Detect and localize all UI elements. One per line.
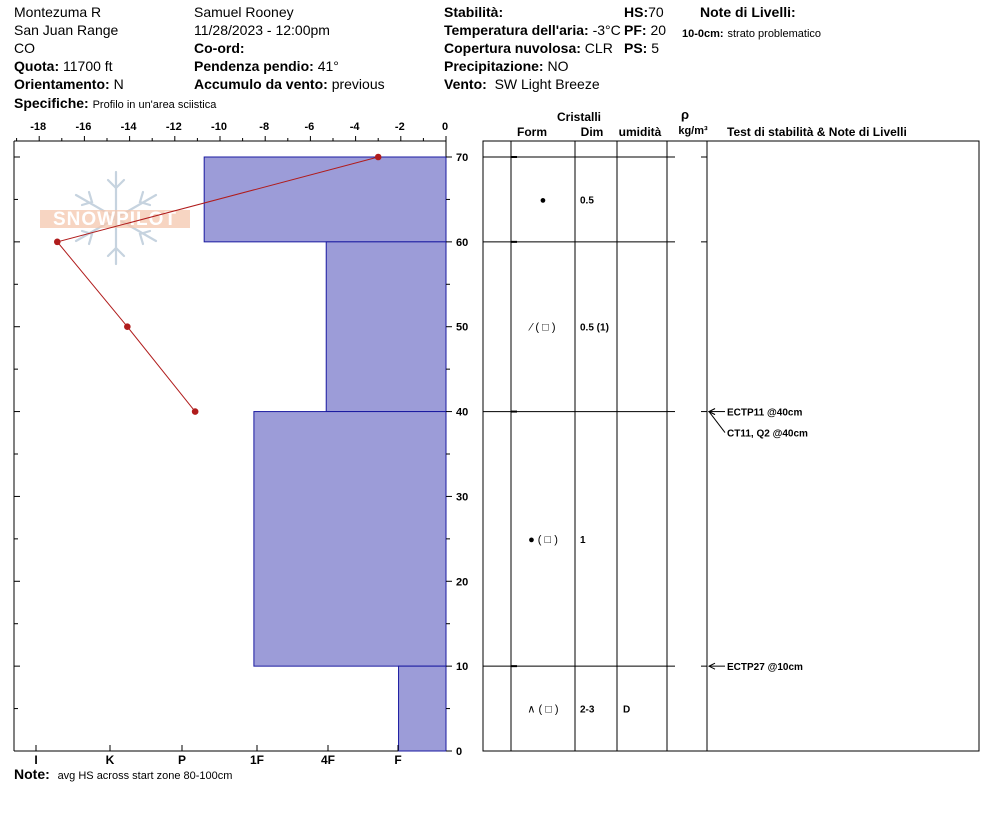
temp-tick-label: -4 [349,121,360,133]
stability-label: Stabilità: [444,4,504,20]
hs-value: 70 [648,4,664,20]
layer-grain-form: ⁄ ( □ ) [530,321,556,334]
layer-grain-size: 0.5 [580,195,594,207]
layer-grain-size: 1 [580,534,586,546]
observation-datetime: 11/28/2023 - 12:00pm [194,22,330,38]
height-tick-label: 70 [456,152,469,164]
temp-tick-label: 0 [441,121,449,133]
rho-header: ρ [680,107,690,122]
hardness-tick-label: 1F [249,753,265,767]
pf-value: 20 [650,22,667,38]
coord-label: Co-ord: [194,40,245,56]
height-tick-label: 60 [456,236,469,249]
height-tick-label: 40 [456,406,469,419]
hardness-tick-label: F [394,753,402,767]
height-tick-label: 20 [456,576,469,589]
mountain-range: San Juan Range [14,22,119,38]
slope-value: 41° [317,58,339,74]
pf-label: PF: [624,22,647,38]
temperature-point [54,239,61,246]
aspect-label: Orientamento: [14,76,110,92]
layer-grain-size: 2-3 [580,704,595,716]
hs-label: HS: [624,4,649,20]
layer-grain-form: ● ( □ ) [528,533,558,546]
dim-header: Dim [580,125,604,139]
hardness-bar [204,157,446,242]
layer-grain-form: ∧ ( □ ) [527,703,559,716]
layer-grain-size: 0.5 (1) [580,322,609,334]
layer-note-text: strato problematico [727,28,822,40]
height-tick-label: 0 [456,746,463,758]
location-name: Montezuma R [14,4,102,20]
hardness-tick-label: P [177,753,187,767]
specifics-value: Profilo in un'area sciistica [92,99,217,111]
cloud-label: Copertura nuvolosa: [444,40,581,56]
hardness-bar [399,666,446,751]
precip-value: NO [547,58,569,74]
hardness-tick-label: I [34,753,38,767]
air-temp-value: -3°C [592,22,621,38]
temp-tick-label: -6 [304,121,315,133]
specifics-label: Specifiche: [14,95,89,111]
logo-text: SNOWPILOT [52,209,178,230]
temp-tick-label: -8 [259,121,270,133]
temperature-point [124,323,131,330]
ps-value: 5 [651,40,660,56]
humidity-header: umidità [618,125,662,139]
state: CO [14,40,35,56]
wind-label: Vento: [444,76,487,92]
form-header: Form [517,125,547,139]
wind-loading-value: previous [331,76,385,92]
stability-test-label: ECTP27 @10cm [727,662,803,674]
precip-label: Precipitazione: [444,58,544,74]
slope-label: Pendenza pendio: [194,58,314,74]
hardness-tick-label: K [105,753,115,767]
temp-tick-label: -12 [165,121,182,133]
note-text: avg HS across start zone 80-100cm [57,770,233,782]
layer-notes-label: Note di Livelli: [700,4,796,20]
elevation-label: Quota: [14,58,60,74]
stability-notes-header: Test di stabilità & Note di Livelli [727,125,907,139]
ps-label: PS: [624,40,648,56]
stability-test-label: ECTP11 @40cm [727,407,803,419]
temp-tick-label: -2 [394,121,405,133]
temp-tick-label: -16 [75,121,92,133]
note-label: Note: [14,766,50,782]
height-tick-label: 10 [456,661,469,674]
stability-arrow [709,412,725,433]
crystals-header: Cristalli [556,110,602,124]
layer-note-depth: 10-0cm: [682,28,724,40]
hardness-bar [254,412,446,667]
temperature-point [375,154,382,161]
wind-loading-label: Accumulo da vento: [194,76,328,92]
height-tick-label: 50 [456,321,469,334]
layer-grain-form: ● [539,194,547,207]
temp-tick-label: -14 [120,121,137,133]
aspect-value: N [113,76,124,92]
observer-name: Samuel Rooney [194,4,294,20]
layers-table-frame [483,141,979,751]
temp-tick-label: -18 [30,121,47,133]
air-temp-label: Temperatura dell'aria: [444,22,589,38]
temperature-point [192,408,199,415]
height-tick-label: 30 [456,491,469,504]
stability-test-label: CT11, Q2 @40cm [727,428,808,440]
density-unit-header: kg/m³ [678,125,708,137]
cloud-value: CLR [584,40,613,56]
temp-tick-label: -10 [211,121,227,133]
elevation-value: 11700 ft [63,58,113,74]
layer-humidity: D [623,704,631,716]
wind-value: SW Light Breeze [494,76,600,92]
hardness-bar [326,242,446,412]
hardness-tick-label: 4F [320,753,336,767]
